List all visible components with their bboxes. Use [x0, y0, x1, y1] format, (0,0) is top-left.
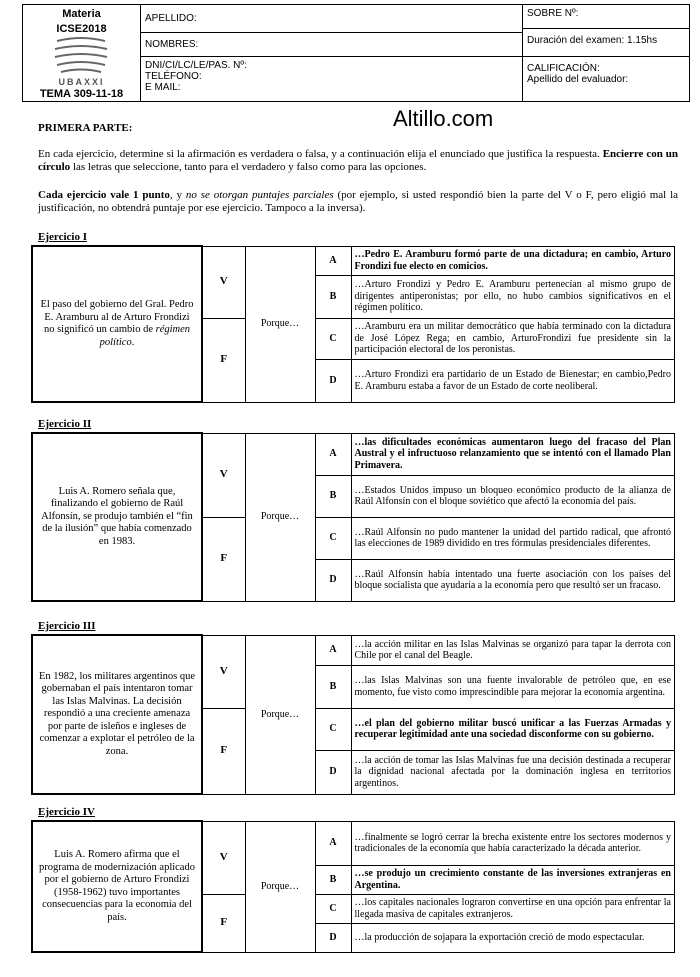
option-b-text: …Estados Unidos impuso un bloqueo económico producto de la alianza de Raúl Alfonsín con el bloque soviético que afectó la economía del país.	[351, 475, 675, 517]
exercise-4-statement: Luis A. Romero afirma que el programa de modernización aplicado por el gobierno de Arturo Frondizi (1958-1962) tuvo importantes consecuencias para la economía del país.	[32, 821, 202, 952]
option-d-text: …la acción de tomar las Islas Malvinas fue una decisión destinada a recuperar la dignidad nacional afectada por la dominación inglesa en territorios argentinos.	[351, 750, 675, 794]
true-option[interactable]: V	[202, 433, 245, 517]
exercise-3-statement: En 1982, los militares argentinos que gobernaban el país intentaron tomar las Islas Malvinas. La decisión respondió a una creciente amenaza por parte de isleños e ingleses de comenzar a explotar el petróleo de la zona.	[32, 635, 202, 794]
porque-label: Porque…	[245, 433, 315, 601]
porque-label: Porque…	[245, 821, 315, 952]
evaluador-field: Apellido del evaluador:	[527, 74, 629, 85]
false-option[interactable]: F	[202, 894, 245, 952]
option-a-text: …la acción militar en las Islas Malvinas se organizó para tapar la derrota con Chile por el canal del Beagle.	[351, 635, 675, 665]
false-option[interactable]: F	[202, 708, 245, 794]
option-letter-a[interactable]: A	[315, 635, 351, 665]
exercise-2-table	[31, 432, 675, 602]
porque-label: Porque…	[245, 246, 315, 402]
exercise-1-statement: El paso del gobierno del Gral. Pedro E. Aramburu al de Arturo Frondizi no significó un cambio de régimen político.	[32, 246, 202, 402]
calificacion-field: CALIFICACIÓN:	[527, 63, 600, 74]
duracion-text: Duración del examen: 1.15hs	[523, 29, 689, 57]
false-option[interactable]: F	[202, 318, 245, 402]
porque-label: Porque…	[245, 635, 315, 794]
option-letter-d[interactable]: D	[315, 750, 351, 794]
sobre-field: SOBRE Nº:	[523, 5, 689, 29]
option-letter-c[interactable]: C	[315, 517, 351, 559]
option-c-text: …el plan del gobierno militar buscó unificar a las Fuerzas Armadas y recuperar legitimidad ante una sociedad disconforme con su gobierno.	[351, 708, 675, 750]
option-letter-a[interactable]: A	[315, 246, 351, 275]
exercise-2-statement: Luis A. Romero señala que, finalizando el gobierno de Raúl Alfonsín, se produjo también el “fin de la ilusión” que había comenzado en 1983.	[32, 433, 202, 601]
option-letter-d[interactable]: D	[315, 359, 351, 402]
option-letter-b[interactable]: B	[315, 275, 351, 318]
dni-field: DNI/CI/LC/LE/PAS. Nº:	[145, 60, 247, 71]
scoring-paragraph: Cada ejercicio vale 1 punto, y no se otorgan puntajes parciales (por ejemplo, si usted respondió bien la parte del V o F, pero eligió mal la justificación, no obtendrá puntaje por ese ejercicio. Tampoco a la inversa).	[38, 189, 679, 214]
exercise-4-table	[31, 820, 675, 953]
true-option[interactable]: V	[202, 246, 245, 318]
option-letter-d[interactable]: D	[315, 923, 351, 952]
watermark-text: Altillo.com	[393, 106, 494, 131]
apellido-field: APELLIDO:	[141, 5, 522, 33]
option-letter-b[interactable]: B	[315, 475, 351, 517]
option-a-text: …las dificultades económicas aumentaron luego del fracaso del Plan Austral y el infructuoso relanzamiento que se intentó con el llamado Plan Primavera.	[351, 433, 675, 475]
option-c-text: …Aramburu era un militar democrático que había terminado con la dictadura de José López Rega; en cambio, ArturoFrondizi fue presidente sin la participación electoral de los peronistas.	[351, 318, 675, 359]
option-b-text: …las Islas Malvinas son una fuente invalorable de petróleo que, en ese momento, fue visto como imprescindible para mejorar la economía argentina.	[351, 665, 675, 708]
exercise-1-label: Ejercicio I	[38, 231, 87, 243]
exercise-3-label: Ejercicio III	[38, 620, 96, 632]
section-title: PRIMERA PARTE:	[38, 122, 133, 134]
telefono-field: TELÉFONO:	[145, 71, 202, 82]
option-letter-a[interactable]: A	[315, 821, 351, 865]
option-a-text: …Pedro E. Aramburu formó parte de una dictadura; en cambio, Arturo Frondizi fue electo en comicios.	[351, 246, 675, 275]
exam-header	[22, 4, 690, 102]
option-letter-a[interactable]: A	[315, 433, 351, 475]
option-c-text: …Raúl Alfonsín no pudo mantener la unidad del partido radical, que afrontó las elecciones de 1989 dividido en tres fórmulas presidenciales diferentes.	[351, 517, 675, 559]
true-option[interactable]: V	[202, 635, 245, 708]
exercise-2-label: Ejercicio II	[38, 418, 92, 430]
option-d-text: …Raúl Alfonsín había intentado una fuerte asociación con los países del bloque socialista que ayudaría a la economía pero que resultó ser un fracaso.	[351, 559, 675, 601]
logo-text: UBAXXI	[58, 77, 105, 87]
option-d-text: …Arturo Frondizi era partidario de un Estado de Bienestar; en cambio,Pedro E. Aramburu estaba a favor de un Estado de corte neoliberal.	[351, 359, 675, 402]
email-field: E MAIL:	[145, 82, 181, 93]
option-letter-b[interactable]: B	[315, 665, 351, 708]
option-letter-c[interactable]: C	[315, 708, 351, 750]
true-option[interactable]: V	[202, 821, 245, 894]
student-info-box	[141, 5, 523, 101]
ubaxxi-logo-icon	[51, 35, 111, 79]
tema-code: TEMA 309-11-18	[39, 88, 124, 100]
nombres-field: NOMBRES:	[141, 33, 522, 57]
exercise-3-table	[31, 634, 675, 795]
exercise-4-label: Ejercicio IV	[38, 806, 95, 818]
exam-info-box	[523, 5, 689, 101]
instructions-paragraph: En cada ejercicio, determine si la afirmación es verdadera o falsa, y a continuación elija el enunciado que justifica la respuesta. Encierre con un círculo las letras que seleccione, tanto para el verdadero y falso como para las opciones.	[38, 148, 678, 173]
subject-box	[23, 5, 141, 101]
materia-label: Materia	[62, 8, 101, 20]
option-a-text: …finalmente se logró cerrar la brecha existente entre los sectores modernos y tradicionales de la economía que había caracterizado la década anterior.	[351, 821, 675, 865]
option-letter-c[interactable]: C	[315, 318, 351, 359]
option-b-text: …se produjo un crecimiento constante de las inversiones extranjeras en Argentina.	[351, 865, 675, 894]
option-b-text: …Arturo Frondizi y Pedro E. Aramburu pertenecían al mismo grupo de dirigentes antiperonistas; por ello, no hubo cambios significativos en el régimen político.	[351, 275, 675, 318]
option-letter-c[interactable]: C	[315, 894, 351, 923]
materia-code: ICSE2018	[56, 23, 107, 35]
option-c-text: …los capitales nacionales lograron convertirse en una opción para enfrentar la llegada masiva de capitales extranjeros.	[351, 894, 675, 923]
exercise-1-table	[31, 245, 675, 403]
option-letter-b[interactable]: B	[315, 865, 351, 894]
false-option[interactable]: F	[202, 517, 245, 601]
option-letter-d[interactable]: D	[315, 559, 351, 601]
option-d-text: …la producción de sojapara la exportación creció de modo espectacular.	[351, 923, 675, 952]
